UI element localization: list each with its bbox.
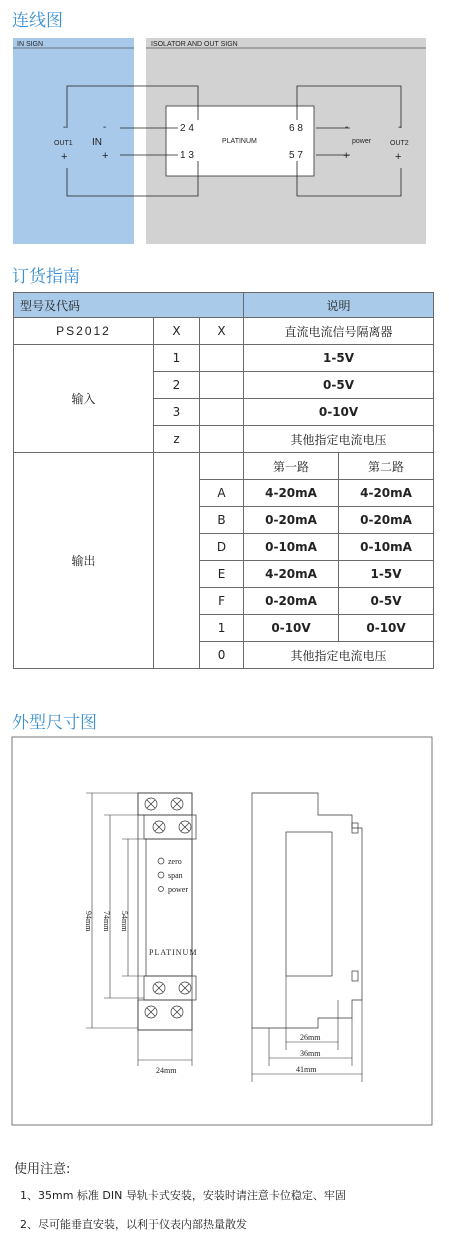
output-ch1: 0-10V [244, 615, 339, 642]
out1-label: OUT1 [54, 140, 73, 147]
out2-minus: - [398, 122, 402, 133]
order-table [13, 292, 434, 669]
wiring-title: 连线图 [12, 11, 63, 31]
order-header-model: 型号及代码 [14, 293, 244, 318]
out1-minus: - [63, 122, 67, 133]
output-ch1: 4-20mA [244, 561, 339, 588]
channel1-header: 第一路 [244, 453, 339, 480]
input-code: 3 [154, 399, 200, 426]
model-code: PS2012 [14, 318, 154, 345]
dim-94: 94mm [84, 911, 93, 932]
dim-26: 26mm [300, 1033, 321, 1042]
dim-24: 24mm [156, 1066, 177, 1075]
out2-plus: + [395, 151, 402, 163]
power-plus: + [343, 150, 350, 162]
notes-title: 使用注意: [14, 1162, 71, 1177]
note-item: 1、35mm 标准 DIN 导轨卡式安装，安装时请注意卡位稳定、牢固 [20, 1189, 346, 1202]
front-view [138, 793, 196, 1030]
output-label: 输出 [14, 453, 154, 669]
order-title: 订货指南 [12, 267, 80, 287]
dim-36: 36mm [300, 1049, 321, 1058]
input-label: 输入 [14, 345, 154, 453]
input-code: z [154, 426, 200, 453]
in-sign-panel [13, 38, 134, 244]
in-minus: - [103, 122, 107, 133]
model-desc: 直流电流信号隔离器 [244, 318, 434, 345]
dimensions-title: 外型尺寸图 [12, 713, 97, 733]
module-brand: PLATINUM [222, 138, 257, 145]
order-header-desc: 说明 [244, 293, 434, 318]
dim-54: 54mm [120, 911, 129, 932]
wiring-diagram [0, 0, 449, 250]
output-code: A [200, 480, 244, 507]
output-code: 1 [200, 615, 244, 642]
dim-41: 41mm [296, 1065, 317, 1074]
channel2-header: 第二路 [339, 453, 434, 480]
power-minus: - [345, 122, 349, 133]
output-ch2: 1-5V [339, 561, 434, 588]
output-ch1: 0-20mA [244, 507, 339, 534]
output-ch2: 0-10V [339, 615, 434, 642]
pins-5-7: 5 7 [289, 150, 303, 161]
note-item: 2、尽可能垂直安装，以利于仪表内部热量散发 [20, 1218, 247, 1231]
pins-1-3: 1 3 [180, 150, 194, 161]
input-row [14, 345, 434, 372]
power-label: power [352, 138, 372, 145]
out1-plus: + [61, 151, 68, 163]
output-ch2: 0-10mA [339, 534, 434, 561]
input-desc: 其他指定电流电压 [244, 426, 434, 453]
output-ch1: 4-20mA [244, 480, 339, 507]
output-ch2: 4-20mA [339, 480, 434, 507]
output-code: E [200, 561, 244, 588]
power-led-label: power [168, 885, 188, 894]
output-code: B [200, 507, 244, 534]
output-subheader-row [14, 453, 434, 480]
in-label: IN [92, 137, 102, 148]
side-view [252, 793, 362, 1028]
model-x2: X [200, 318, 244, 345]
output-ch1: 0-10mA [244, 534, 339, 561]
input-code: 2 [154, 372, 200, 399]
in-plus: + [102, 150, 109, 162]
input-desc: 0-10V [244, 399, 434, 426]
pins-6-8: 6 8 [289, 123, 303, 134]
input-desc: 1-5V [244, 345, 434, 372]
span-label: span [168, 871, 183, 880]
input-code: 1 [154, 345, 200, 372]
output-other-desc: 其他指定电流电压 [244, 642, 434, 669]
front-brand: PLATINUM [149, 948, 198, 957]
output-ch2: 0-20mA [339, 507, 434, 534]
out2-label: OUT2 [390, 140, 409, 147]
output-ch1: 0-20mA [244, 588, 339, 615]
order-header-row [14, 293, 434, 318]
in-sign-label: IN SIGN [17, 41, 44, 48]
output-code: F [200, 588, 244, 615]
iso-sign-label: ISOLATOR AND OUT SIGN [151, 41, 238, 48]
zero-label: zero [168, 857, 182, 866]
output-ch2: 0-5V [339, 588, 434, 615]
output-code: D [200, 534, 244, 561]
drawing-frame [12, 737, 432, 1125]
model-row [14, 318, 434, 345]
dim-74: 74mm [102, 911, 111, 932]
input-desc: 0-5V [244, 372, 434, 399]
model-x1: X [154, 318, 200, 345]
output-code: 0 [200, 642, 244, 669]
pins-2-4: 2 4 [180, 123, 194, 134]
